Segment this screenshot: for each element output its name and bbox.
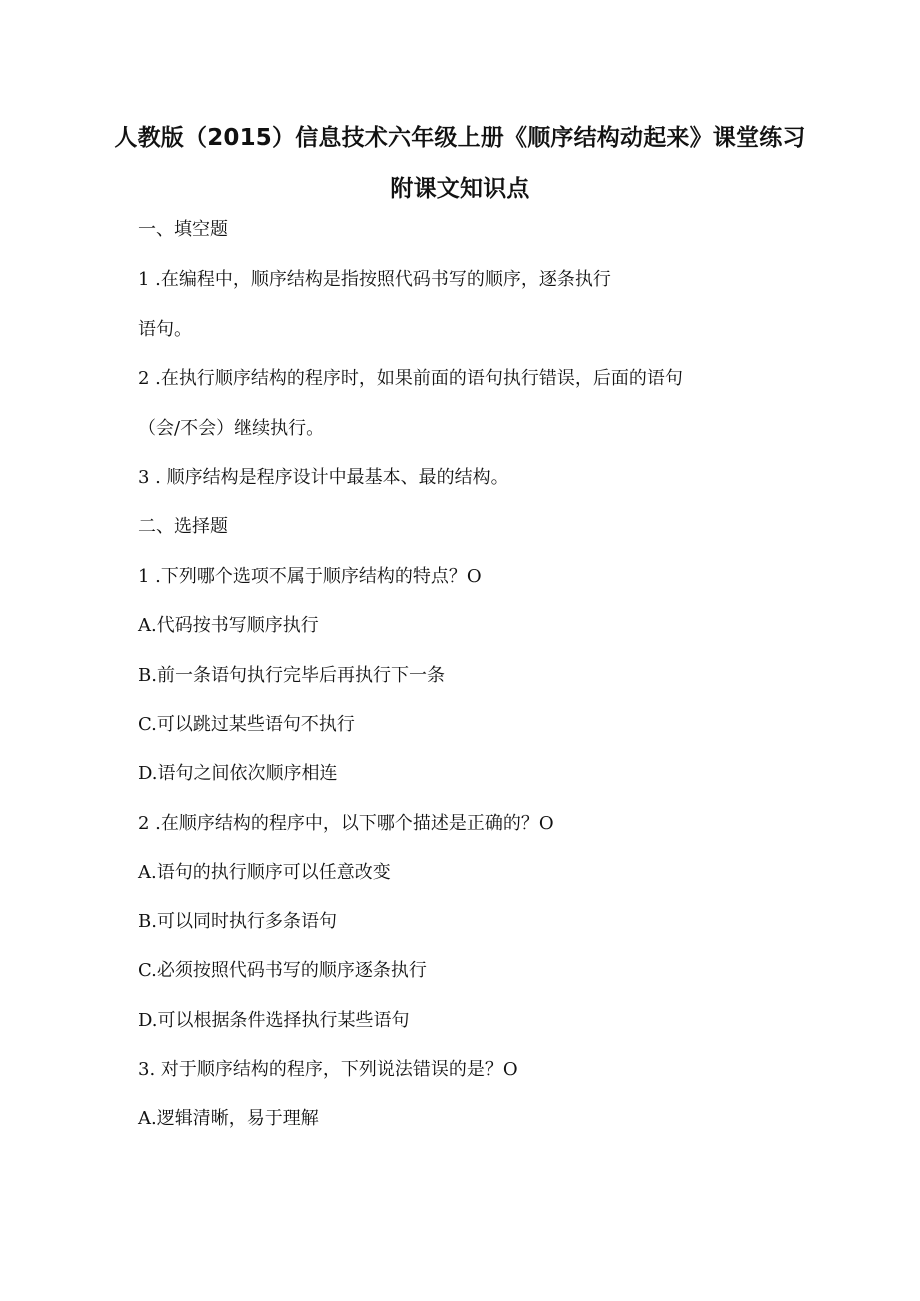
question-2-text: 2 .在执行顺序结构的程序时，如果前面的语句执行错误，后面的语句 [138, 368, 683, 389]
document-title: 人教版（2015）信息技术六年级上册《顺序结构动起来》课堂练习 [114, 125, 806, 151]
choice-option: D.语句之间依次顺序相连 [138, 763, 338, 784]
section-heading-fill-blank: 一、填空题 [138, 219, 228, 240]
choice-option: B.前一条语句执行完毕后再执行下一条 [138, 665, 445, 686]
choice-option: A.语句的执行顺序可以任意改变 [138, 862, 391, 883]
choice-option: C.可以跳过某些语句不执行 [138, 714, 355, 735]
question-1-text: 1 .在编程中，顺序结构是指按照代码书写的顺序，逐条执行 [138, 269, 611, 290]
question-2-continuation: （会/不会）继续执行。 [138, 418, 325, 439]
choice-question-3: 3. 对于顺序结构的程序，下列说法错误的是？O [138, 1059, 518, 1080]
section-heading-choice: 二、选择题 [138, 516, 228, 537]
choice-option: C.必须按照代码书写的顺序逐条执行 [138, 960, 427, 981]
document-subtitle: 附课文知识点 [390, 176, 530, 202]
choice-option: A.代码按书写顺序执行 [138, 615, 319, 636]
question-3-text: 3 . 顺序结构是程序设计中最基本、最的结构。 [138, 467, 509, 488]
choice-option: B.可以同时执行多条语句 [138, 911, 337, 932]
choice-question-2: 2 .在顺序结构的程序中，以下哪个描述是正确的？O [138, 813, 554, 834]
choice-option: A.逻辑清晰，易于理解 [138, 1108, 319, 1129]
choice-question-1: 1 .下列哪个选项不属于顺序结构的特点？O [138, 566, 482, 587]
question-1-continuation: 语句。 [138, 319, 192, 340]
choice-option: D.可以根据条件选择执行某些语句 [138, 1010, 410, 1031]
